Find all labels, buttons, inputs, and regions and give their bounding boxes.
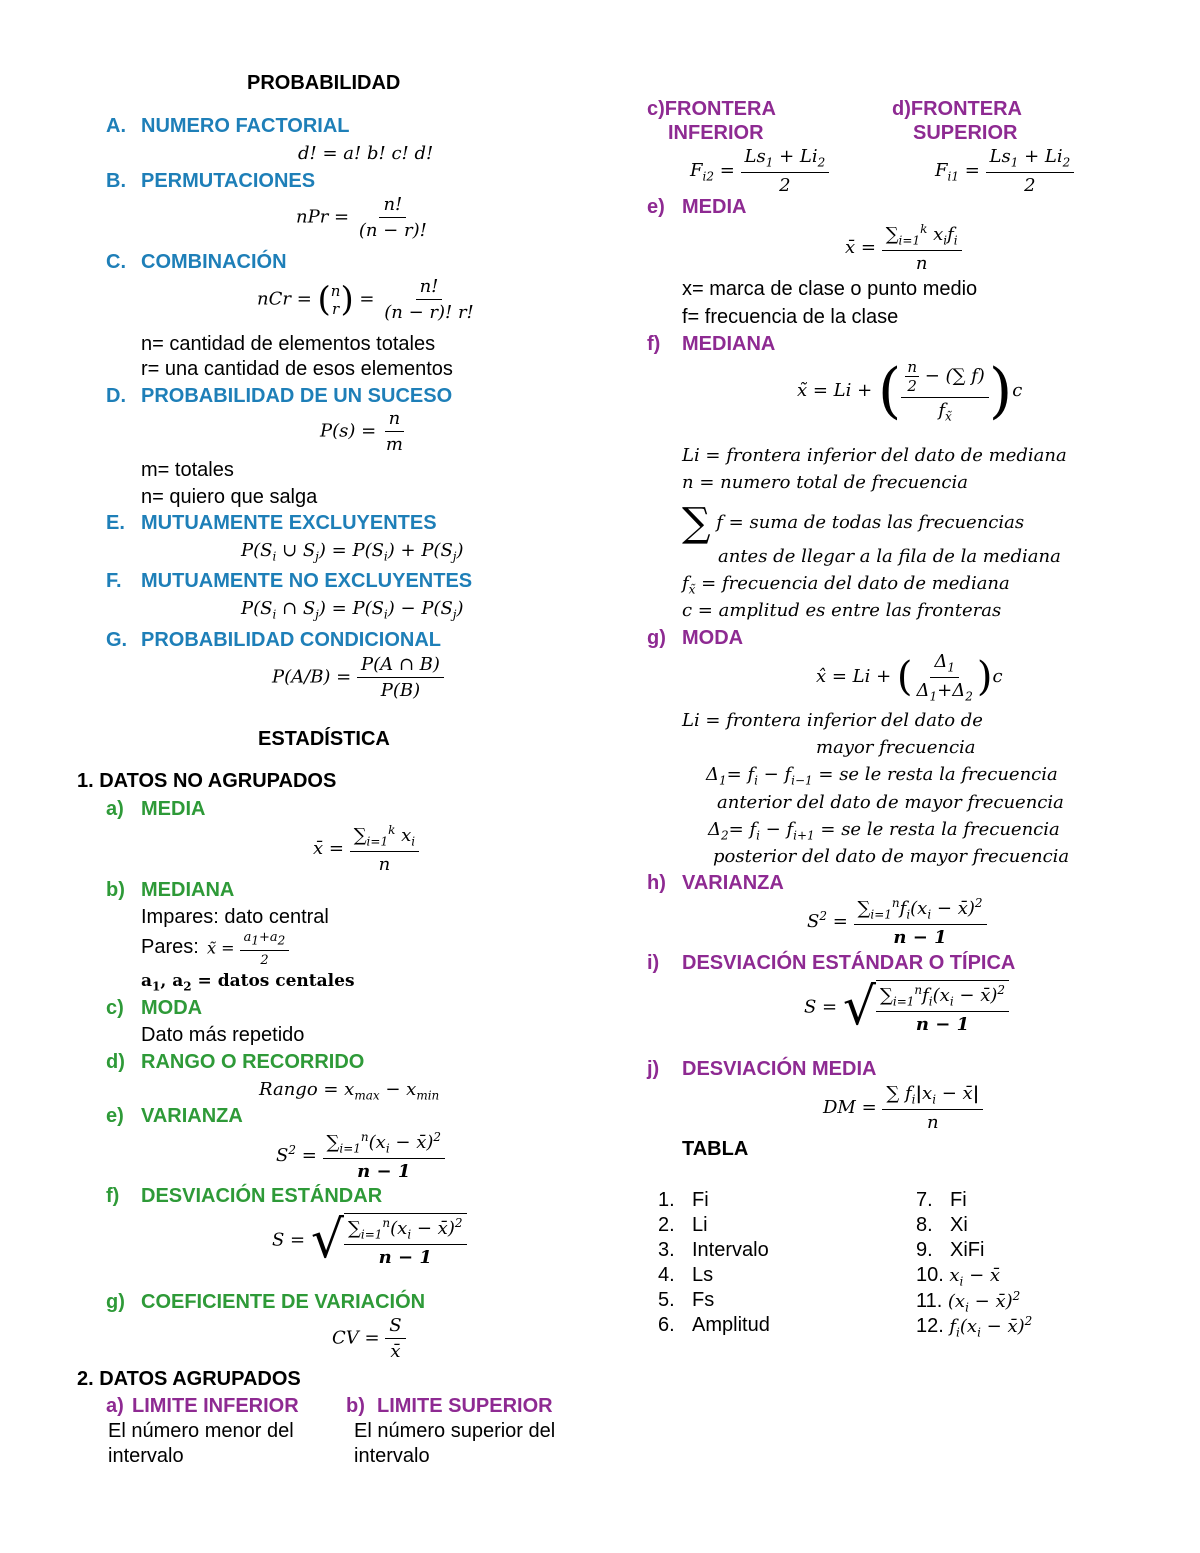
- list-item: 9.: [916, 1239, 933, 1261]
- heading-rango: RANGO O RECORRIDO: [141, 1051, 365, 1073]
- heading-probabilidad-condicional: PROBABILIDAD CONDICIONAL: [141, 629, 441, 651]
- list-item: 10. $x_i$ − x̄: [916, 1264, 1001, 1289]
- moda-desc: Dato más repetido: [141, 1024, 305, 1046]
- heading-a-letter: A.: [106, 115, 126, 137]
- formula-desviacion: S = √ $\frac{\sum_{i=1}^n(x_i - x̄)^2}{n - 1}$: [272, 1213, 467, 1268]
- heading-r-desviacion-media: DESVIACIÓN MEDIA: [682, 1058, 877, 1080]
- heading-datos-no-agrupados: 1. DATOS NO AGRUPADOS: [77, 770, 337, 792]
- list-item: 5.: [658, 1289, 675, 1311]
- heading-r-h-letter: h): [647, 872, 666, 894]
- formula-frontera-superior: $F_{i1}$ = $\frac{Ls_1 + Li_2}{2}$: [935, 146, 1074, 196]
- heading-combinacion: COMBINACIÓN: [141, 251, 287, 273]
- def-f-mediana: $f_{x̃}$ = frecuencia del dato de mediana: [682, 573, 1010, 597]
- list-item: 6.: [658, 1314, 675, 1336]
- heading-d-letter: D.: [106, 385, 126, 407]
- heading-limite-inferior: LIMITE INFERIOR: [132, 1395, 299, 1417]
- heading-frontera-inferior-2: INFERIOR: [668, 122, 764, 144]
- limite-inferior-desc2: intervalo: [108, 1445, 184, 1467]
- heading-varianza: VARIANZA: [141, 1105, 243, 1127]
- def-suma-frecuencias-2: antes de llegar a la fila de la mediana: [718, 546, 1061, 567]
- list-formula-11: ($x_i$ − x̄)$^2$: [947, 1289, 1021, 1315]
- heading-r-moda: MODA: [682, 627, 744, 649]
- heading-moda: MODA: [141, 997, 203, 1019]
- heading-1g-letter: g): [106, 1291, 125, 1313]
- heading-limite-superior: LIMITE SUPERIOR: [377, 1395, 553, 1417]
- heading-r-j-letter: j): [647, 1058, 660, 1080]
- list-item: 12. $f_i(x_i$ − x̄)$^2$: [916, 1314, 1033, 1340]
- heading-numero-factorial: NUMERO FACTORIAL: [141, 115, 350, 137]
- def-n-total: n = numero total de frecuencia: [682, 472, 969, 493]
- formula-cv: CV = $\frac{S}{x̄}$: [332, 1315, 406, 1362]
- heading-frontera-superior-2: SUPERIOR: [913, 122, 1018, 144]
- list-item-text: Intervalo: [692, 1239, 769, 1261]
- list-item: 3.: [658, 1239, 675, 1261]
- heading-2a-letter: a): [106, 1395, 124, 1417]
- heading-2b-letter: b): [346, 1395, 365, 1417]
- heading-r-i-letter: i): [647, 952, 660, 974]
- heading-permutaciones: PERMUTACIONES: [141, 170, 316, 192]
- heading-mediana: MEDIANA: [141, 879, 235, 901]
- def-n: n= cantidad de elementos totales: [141, 333, 436, 355]
- list-item: 4.: [658, 1264, 675, 1286]
- list-item-text: Amplitud: [692, 1314, 770, 1336]
- heading-mutuamente-excluyentes: MUTUAMENTE EXCLUYENTES: [141, 512, 437, 534]
- heading-c-letter: C.: [106, 251, 126, 273]
- mediana-pares-label: Pares:: [141, 936, 199, 958]
- list-item: 11. ($x_i$ − x̄)$^2$: [916, 1289, 1021, 1315]
- def-n-quiero: n= quiero que salga: [141, 486, 318, 508]
- heading-r-varianza: VARIANZA: [682, 872, 784, 894]
- list-item: 8.: [916, 1214, 933, 1236]
- formula-media-agrupada: x̄ = $\frac{\sum_{i=1}^k x_if_i}{n}$: [845, 222, 962, 274]
- title-probabilidad: PROBABILIDAD: [247, 72, 401, 94]
- heading-coeficiente-variacion: COEFICIENTE DE VARIACIÓN: [141, 1291, 426, 1313]
- heading-r-mediana: MEDIANA: [682, 333, 776, 355]
- list-item-text: Ls: [692, 1264, 714, 1286]
- heading-1f-letter: f): [106, 1185, 120, 1207]
- heading-e-letter: E.: [106, 512, 125, 534]
- list-item-text: XiFi: [950, 1239, 985, 1261]
- formula-mediana-pares: x̃ = $\frac{a_1+a_2}{2}$: [207, 930, 289, 968]
- def-c-amplitud: c = amplitud es entre las fronteras: [682, 600, 1002, 621]
- list-item-text: Li: [692, 1214, 708, 1236]
- list-item: 1.: [658, 1189, 675, 1211]
- mediana-impares: Impares: dato central: [141, 906, 329, 928]
- heading-1c-letter: c): [106, 997, 124, 1019]
- formula-permutacion: nPr = $\frac{n!}{(n - r)!}$: [296, 194, 427, 241]
- def-m: m= totales: [141, 459, 234, 481]
- heading-frontera-inferior-1: c)FRONTERA: [647, 98, 776, 120]
- heading-media: MEDIA: [141, 798, 206, 820]
- formula-varianza: $S^2$ = $\frac{\sum_{i=1}^n(x_i - x̄)^2}{n - 1}$: [276, 1130, 445, 1182]
- formula-moda-agrupada: x̂ = Li + ( $\frac{\Delta_1}{\Delta_1+\Delta_2}$ )c: [816, 651, 1003, 704]
- def-x-marca: x= marca de clase o punto medio: [682, 278, 978, 300]
- datos-centales-text: datos centales: [217, 971, 355, 991]
- def-f-frecuencia: f= frecuencia de la clase: [682, 306, 899, 328]
- def-delta-2: $\Delta_2= f_i - f_{i+1}$ = se le resta la frecuencia: [708, 819, 1060, 843]
- formula-probabilidad: P(s) = $\frac{n}{m}$: [320, 408, 403, 455]
- heading-probabilidad-suceso: PROBABILIDAD DE UN SUCESO: [141, 385, 453, 407]
- datos-centales-formula: $a_1$, $a_2$ = datos centales: [141, 971, 355, 994]
- heading-g-letter: G.: [106, 629, 128, 651]
- formula-media: x̄ = $\frac{\sum_{i=1}^k x_i}{n}$: [313, 823, 419, 875]
- heading-f-letter: F.: [106, 570, 122, 592]
- formula-excluyentes: $P(S_i$ ∪ $S_j) = P(S_i) + P(S_j)$: [241, 540, 464, 564]
- list-item-text: Fi: [950, 1189, 967, 1211]
- heading-datos-agrupados: 2. DATOS AGRUPADOS: [77, 1368, 301, 1390]
- def-delta-2b: posterior del dato de mayor frecuencia: [713, 846, 1070, 867]
- def-li-moda: Li = frontera inferior del dato de: [682, 710, 983, 731]
- formula-condicional: P(A/B) = $\frac{P(A \cap B)}{P(B)}$: [272, 654, 444, 701]
- heading-frontera-superior-1: d)FRONTERA: [892, 98, 1022, 120]
- formula-desviacion-media: DM = $\frac{\sum f_i|x_i - x̄|}{n}$: [823, 1083, 983, 1133]
- list-item-text: Fs: [692, 1289, 715, 1311]
- def-li-moda-2: mayor frecuencia: [816, 737, 976, 758]
- heading-r-desviacion-estandar: DESVIACIÓN ESTÁNDAR O TÍPICA: [682, 952, 1016, 974]
- formula-no-excluyentes: $P(S_i$ ∩ $S_j) = P(S_i) - P(S_j)$: [241, 598, 464, 622]
- formula-combinacion: nCr = ( n r ) = $\frac{n!}{(n - r)! r!}$: [257, 276, 474, 323]
- formula-rango: Rango = $x_{max} - x_{min}$: [259, 1079, 440, 1103]
- list-formula-12: $f_i(x_i$ − x̄)$^2$: [949, 1314, 1033, 1340]
- formula-desviacion-agrupada: S = √ $\frac{\sum_{i=1}^nf_i(x_i - x̄)^2}{n - 1}$: [804, 980, 1009, 1035]
- formula-frontera-inferior: $F_{i2}$ = $\frac{Ls_1 + Li_2}{2}$: [690, 146, 829, 196]
- heading-mutuamente-no-excluyentes: MUTUAMENTE NO EXCLUYENTES: [141, 570, 473, 592]
- title-estadistica: ESTADÍSTICA: [258, 728, 390, 750]
- heading-1a-letter: a): [106, 798, 124, 820]
- heading-1d-letter: d): [106, 1051, 125, 1073]
- limite-inferior-desc1: El número menor del: [108, 1420, 294, 1442]
- list-item-text: Xi: [950, 1214, 968, 1236]
- heading-1e-letter: e): [106, 1105, 124, 1127]
- heading-r-g-letter: g): [647, 627, 666, 649]
- formula-factorial: d! = a! b! c! d!: [298, 143, 434, 164]
- list-item: 2.: [658, 1214, 675, 1236]
- list-item: 7.: [916, 1189, 933, 1211]
- formula-mediana-agrupada: x̃ = Li + ( $\frac{n}{2}$ − (∑ f) $f_{x̃}$ )c: [797, 355, 1023, 426]
- limite-superior-desc2: intervalo: [354, 1445, 430, 1467]
- list-item-text: Fi: [692, 1189, 709, 1211]
- heading-b-letter: B.: [106, 170, 126, 192]
- limite-superior-desc1: El número superior del: [354, 1420, 556, 1442]
- list-formula-10: $x_i$ − x̄: [949, 1265, 1001, 1289]
- formula-varianza-agrupada: $S^2$ = $\frac{\sum_{i=1}^nf_i(x_i - x̄)^2}{n - 1}$: [807, 896, 987, 948]
- heading-r-media: MEDIA: [682, 196, 747, 218]
- heading-r-f-letter: f): [647, 333, 661, 355]
- heading-tabla: TABLA: [682, 1138, 749, 1160]
- def-suma-frecuencias: ∑ f = suma de todas las frecuencias: [682, 500, 1025, 546]
- def-delta-1b: anterior del dato de mayor frecuencia: [717, 792, 1064, 813]
- def-delta-1: $\Delta_1= f_i - f_{i-1}$ = se le resta la frecuencia: [706, 764, 1058, 788]
- heading-desviacion-estandar: DESVIACIÓN ESTÁNDAR: [141, 1185, 383, 1207]
- heading-1b-letter: b): [106, 879, 125, 901]
- def-r: r= una cantidad de esos elementos: [141, 358, 453, 380]
- heading-r-e-letter: e): [647, 196, 665, 218]
- def-li-mediana: Li = frontera inferior del dato de mediana: [682, 445, 1067, 466]
